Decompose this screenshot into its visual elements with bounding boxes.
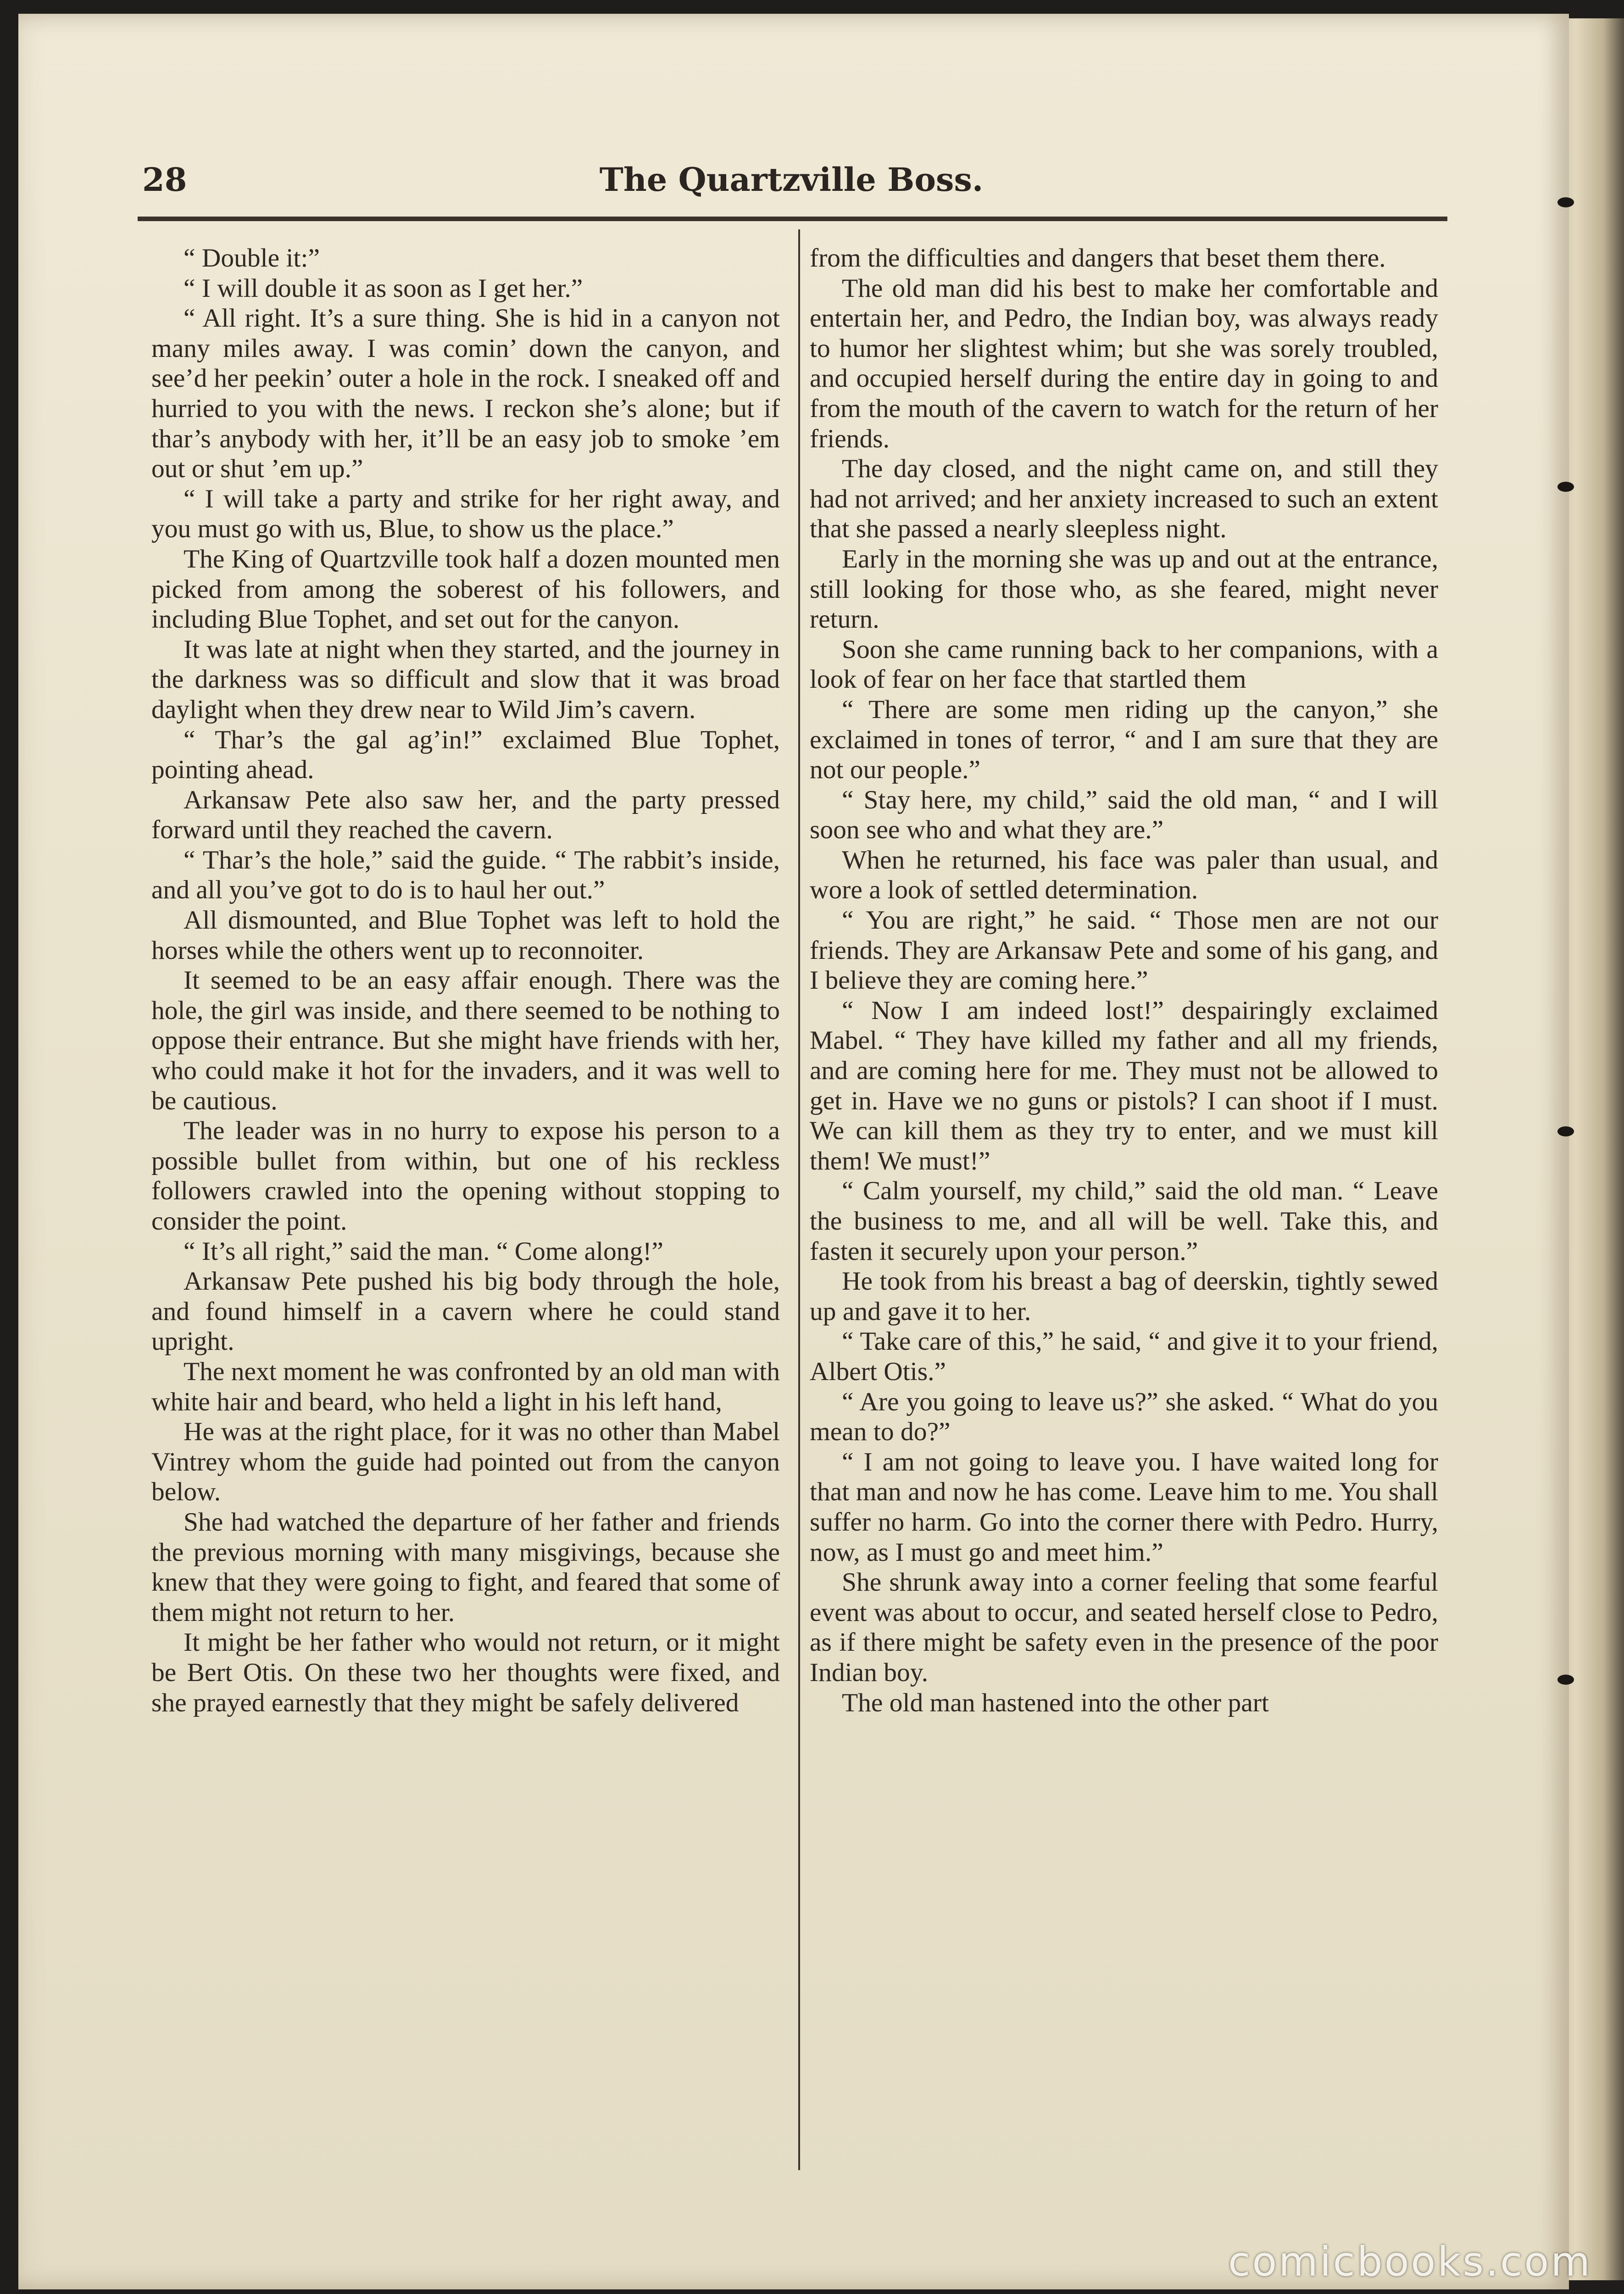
paragraph: It seemed to be an easy affair enough. There was the hole, the girl was inside, and there seemed to be nothing to oppose their entrance. But she might have friends with her, who could make it hot for the invaders, and it was well to be cautious. — [151, 966, 780, 1115]
paragraph: When he returned, his face was paler than usual, and wore a look of settled determination. — [810, 845, 1438, 905]
paragraph: “ Are you going to leave us?” she asked. “ What do you mean to do?” — [810, 1387, 1438, 1447]
paragraph: “ It’s all right,” said the man. “ Come along!” — [184, 1236, 663, 1266]
paragraph: “ All right. It’s a sure thing. She is hid in a canyon not many miles away. I was comin’ down the canyon, and see’d her peekin’ outer a hole in the rock. I sneaked off and hurried to you with the news. I reckon she’s alone; but if thar’s anybody with her, it’ll be an easy job to smoke ’em out or shut ’em up.” — [151, 304, 780, 484]
header-rule — [138, 217, 1447, 221]
paragraph: “ Now I am indeed lost!” despairingly exclaimed Mabel. “ They have killed my father and all my friends, and are coming here for me. They must not be allowed to get in. Have we no guns or pistols? I can shoot if I must. We can kill them as they try to enter, and we must kill them! We must!” — [810, 996, 1438, 1175]
paragraph: All dismounted, and Blue Tophet was left to hold the horses while the others went up to reconnoiter. — [151, 906, 780, 965]
paragraph: “ I will double it as soon as I get her.” — [184, 273, 583, 303]
paragraph: She shrunk away into a corner feeling that some fearful event was about to occur, and seated herself close to Pedro, as if there might be safety even in the presence of the poor Indian boy. — [810, 1568, 1438, 1687]
left-column — [151, 243, 780, 1718]
paragraph: “ Take care of this,” he said, “ and give it to your friend, Albert Otis.” — [810, 1327, 1438, 1386]
paragraph: “ Thar’s the gal ag’in!” exclaimed Blue Tophet, pointing ahead. — [151, 725, 780, 785]
paragraph: Soon she came running back to her companions, with a look of fear on her face that startled them — [810, 635, 1438, 694]
paragraph: It was late at night when they started, and the journey in the darkness was so difficult and slow that it was broad daylight when they drew near to Wild Jim’s cavern. — [151, 635, 780, 724]
paragraph: “ You are right,” he said. “ Those men are not our friends. They are Arkansaw Pete and some of his gang, and I believe they are coming here.” — [810, 906, 1438, 995]
paragraph: “ Calm yourself, my child,” said the old man. “ Leave the business to me, and all will be well. Take this, and fasten it securely upon your person.” — [810, 1176, 1438, 1266]
paragraph: He was at the right place, for it was no other than Mabel Vintrey whom the guide had pointed out from the canyon below. — [151, 1417, 780, 1507]
paragraph: She had watched the departure of her father and friends the previous morning with many misgivings, because she knew that they were going to fight, and feared that some of them might not return to her. — [151, 1507, 780, 1627]
paragraph: The leader was in no hurry to expose his person to a possible bullet from within, but one of his reckless followers crawled into the opening without stopping to consider the point. — [151, 1116, 780, 1236]
paragraph: Early in the morning she was up and out at the entrance, still looking for those who, as she feared, might never return. — [810, 544, 1438, 634]
paragraph: The old man did his best to make her comfortable and entertain her, and Pedro, the Indian boy, was always ready to humor her slightest whim; but she was sorely troubled, and occupied herself during the entire day in going to and from the mouth of the cavern to watch for the return of her friends. — [810, 273, 1438, 453]
paragraph: The day closed, and the night came on, and still they had not arrived; and her anxiety increased to such an extent that she passed a nearly sleepless night. — [810, 454, 1438, 544]
running-title: The Quartzville Boss. — [599, 161, 984, 199]
staple-mark — [1557, 482, 1574, 492]
paragraph: from the difficulties and dangers that beset them there. — [810, 244, 1386, 273]
paragraph: Arkansaw Pete pushed his big body through the hole, and found himself in a cavern where he could stand upright. — [151, 1267, 780, 1356]
column-divider — [798, 229, 800, 2170]
paragraph: “ I will take a party and strike for her right away, and you must go with us, Blue, to show us the place.” — [151, 484, 780, 544]
paragraph: “ I am not going to leave you. I have waited long for that man and now he has come. Leave him to me. You shall suffer no harm. Go into the corner there with Pedro. Hurry, now, as I must go and meet him.” — [810, 1447, 1438, 1567]
paragraph: “ Stay here, my child,” said the old man, “ and I will soon see who and what they are.” — [810, 785, 1438, 845]
page-header — [142, 156, 1440, 220]
paragraph: It might be her father who would not return, or it might be Bert Otis. On these two her thoughts were fixed, and she prayed earnestly that they might be safely delivered — [151, 1628, 780, 1717]
paragraph: The old man hastened into the other part — [842, 1688, 1269, 1717]
paragraph: “ There are some men riding up the canyon,” she exclaimed in tones of terror, “ and I am sure that they are not our people.” — [810, 695, 1438, 785]
page-number: 28 — [142, 161, 187, 199]
staple-mark — [1557, 1675, 1574, 1685]
watermark-logo: comicbooks.com — [1228, 2238, 1592, 2285]
paragraph: The next moment he was confronted by an old man with white hair and beard, who held a light in his left hand, — [151, 1357, 780, 1416]
paragraph: The King of Quartzville took half a dozen mounted men picked from among the soberest of his followers, and including Blue Tophet, and set out for the canyon. — [151, 544, 780, 634]
paragraph: “ Thar’s the hole,” said the guide. “ The rabbit’s inside, and all you’ve got to do is to haul her out.” — [151, 845, 780, 905]
paragraph: “ Double it:” — [184, 244, 320, 273]
staple-mark — [1557, 197, 1574, 207]
right-column — [810, 243, 1438, 1718]
paragraph: Arkansaw Pete also saw her, and the party pressed forward until they reached the cavern. — [151, 785, 780, 845]
staple-mark — [1557, 1126, 1574, 1136]
paragraph: He took from his breast a bag of deerskin, tightly sewed up and gave it to her. — [810, 1267, 1438, 1326]
